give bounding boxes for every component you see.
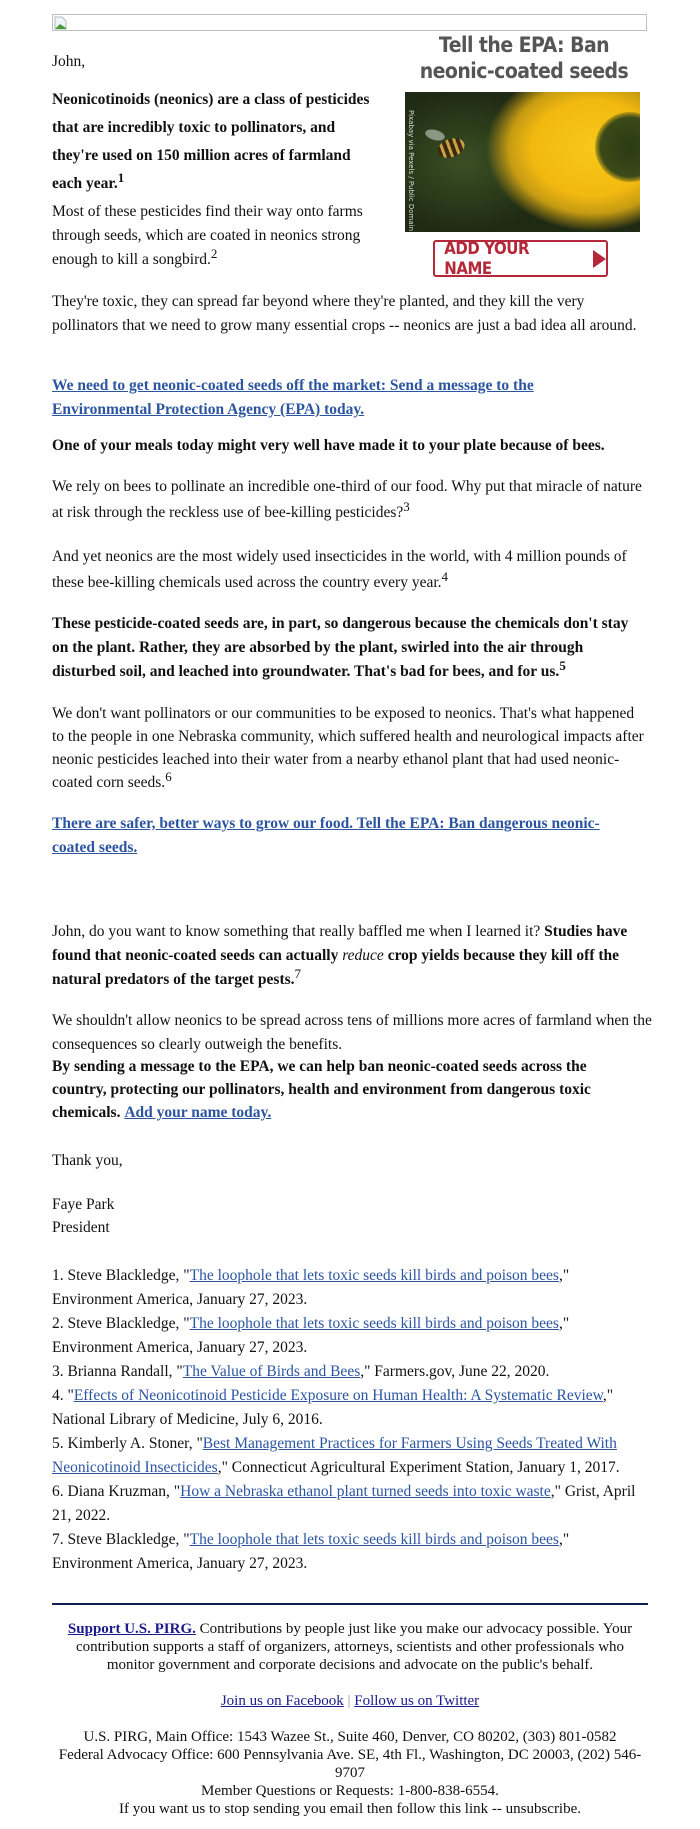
ref-prefix: 7. Steve Blackledge, " bbox=[52, 1531, 190, 1548]
ref-suffix: ," National Library of Medicine, July 6, 2016. bbox=[52, 1387, 614, 1428]
paragraph-baffled bbox=[52, 920, 652, 992]
promo-title-line2: neonic-coated seeds bbox=[419, 59, 629, 83]
footnote-7: 7 bbox=[294, 966, 302, 981]
ref-prefix: 1. Steve Blackledge, " bbox=[52, 1267, 190, 1284]
reference-item bbox=[52, 1432, 652, 1480]
paragraph-link2 bbox=[52, 812, 622, 860]
bee-wing bbox=[424, 128, 446, 143]
cta-label: ADD YOUR NAME bbox=[444, 238, 530, 279]
member-questions: Member Questions or Requests: 1-800-838-6554. bbox=[201, 1783, 499, 1799]
paragraph-seeds bbox=[52, 200, 382, 272]
unsubscribe-text[interactable]: If you want us to stop sending you email then follow this link -- unsubscribe. bbox=[118, 1801, 582, 1817]
support-uspirg-link[interactable]: Support U.S. PIRG. bbox=[67, 1621, 196, 1637]
paragraph-nebraska bbox=[52, 702, 648, 794]
seeds-text: Most of these pesticides find their way onto farms through seeds, which are coated in neonics strong enough to kill a songbird. bbox=[52, 203, 363, 268]
support-text: Contributions by people just like you make our advocacy possible. Your contribution supports a staff of organizers, attorneys, scientists and other professionals who monitor government and corporate decisions and advocate on the public's behalf. bbox=[75, 1621, 633, 1673]
send-message-epa-link[interactable]: We need to get neonic-coated seeds off the market: Send a message to the Environmental Protection Agency (EPA) today. bbox=[52, 377, 534, 418]
intro-paragraph bbox=[52, 86, 382, 198]
footer-social bbox=[52, 1692, 648, 1710]
ref-suffix: ," Connecticut Agricultural Experiment Station, January 1, 2017. bbox=[217, 1459, 620, 1476]
footnote-5: 5 bbox=[559, 658, 566, 673]
rely-text: We rely on bees to pollinate an incredible one-third of our food. Why put that miracle of nature at risk through the reckless use of bee-killing pesticides? bbox=[52, 478, 642, 521]
broken-image-icon bbox=[54, 16, 67, 30]
nebraska-text: We don't want pollinators or our communities to be exposed to neonics. That's what happened to the people in one Nebraska community, which suffered health and neurological impacts after neonic pesticides leached into their water from a nearby ethanol plant that had used neonic-coated corn seeds. bbox=[52, 705, 644, 791]
promo-title-line1: Tell the EPA: Ban bbox=[438, 33, 610, 57]
ref-prefix: 5. Kimberly A. Stoner, " bbox=[52, 1435, 203, 1452]
paragraph-dangerous bbox=[52, 612, 648, 684]
flower-center bbox=[595, 112, 640, 182]
reference-item bbox=[52, 1384, 652, 1432]
reference-item bbox=[52, 1312, 652, 1360]
ref-suffix: ," Grist, April 21, 2022. bbox=[52, 1483, 636, 1524]
reference-link[interactable]: Best Management Practices for Farmers Using Seeds Treated With Neonicotinoid Insecticides bbox=[52, 1435, 617, 1476]
ref-suffix: ," Environment America, January 27, 2023. bbox=[52, 1267, 570, 1308]
ref-prefix: 3. Brianna Randall, " bbox=[52, 1363, 183, 1380]
reference-link[interactable]: The loophole that lets toxic seeds kill birds and poison bees bbox=[189, 1267, 559, 1284]
reference-link[interactable]: The loophole that lets toxic seeds kill birds and poison bees bbox=[189, 1531, 559, 1548]
ref-prefix: 4. " bbox=[52, 1387, 74, 1404]
footer-divider bbox=[52, 1603, 648, 1605]
widely-used-text: And yet neonics are the most widely used insecticides in the world, with 4 million pounds of these bee-killing chemicals used across the country every year. bbox=[52, 548, 627, 591]
paragraph-link1 bbox=[52, 374, 612, 422]
signer-title: President bbox=[52, 1219, 110, 1236]
social-separator: | bbox=[347, 1693, 351, 1709]
cta-bold-text: By sending a message to the EPA, we can help ban neonic-coated seeds across the country, protecting our pollinators, health and environment from dangerous toxic chemicals. bbox=[52, 1058, 591, 1121]
signoff: Thank you, bbox=[52, 1152, 123, 1169]
studies-bold-a: Studies have found that neonic-coated seeds can actually bbox=[52, 923, 628, 964]
studies-bold-b: crop yields because they kill off the natural predators of the target pests. bbox=[52, 947, 620, 988]
ref-suffix: ," Environment America, January 27, 2023. bbox=[52, 1315, 570, 1356]
reference-link[interactable]: Effects of Neonicotinoid Pesticide Exposure on Human Health: A Systematic Review bbox=[73, 1387, 603, 1404]
footnote-1: 1 bbox=[117, 170, 125, 185]
add-your-name-button[interactable] bbox=[433, 240, 608, 277]
reference-link[interactable]: How a Nebraska ethanol plant turned seeds into toxic waste bbox=[180, 1483, 551, 1500]
reference-link[interactable]: The Value of Birds and Bees bbox=[182, 1363, 361, 1380]
ref-prefix: 6. Diana Kruzman, " bbox=[52, 1483, 181, 1500]
ban-dangerous-seeds-link[interactable]: There are safer, better ways to grow our food. Tell the EPA: Ban dangerous neonic-coated seeds. bbox=[52, 815, 600, 856]
footnote-4: 4 bbox=[441, 569, 449, 584]
ref-suffix: ," Environment America, January 27, 2023. bbox=[52, 1531, 570, 1572]
twitter-link[interactable]: Follow us on Twitter bbox=[354, 1693, 480, 1709]
ref-suffix: ," Farmers.gov, June 22, 2020. bbox=[360, 1363, 550, 1380]
paragraph-widely-used bbox=[52, 544, 648, 596]
add-your-name-today-link[interactable]: Add your name today. bbox=[124, 1104, 272, 1121]
intro-text: Neonicotinoids (neonics) are a class of pesticides that are incredibly toxic to pollinators, and they're used on 150 million acres of farmland each year. bbox=[52, 91, 370, 192]
reference-item bbox=[52, 1528, 652, 1576]
paragraph-call-to-action bbox=[52, 1055, 632, 1124]
footer-support bbox=[52, 1620, 648, 1674]
paragraph-rely-on-bees bbox=[52, 474, 642, 526]
photo-credit: Pixabay via Pexels / Public Domain bbox=[407, 110, 415, 232]
reference-item bbox=[52, 1360, 652, 1384]
signer-name: Faye Park bbox=[52, 1196, 115, 1213]
footnote-6: 6 bbox=[165, 769, 172, 784]
facebook-link[interactable]: Join us on Facebook bbox=[220, 1693, 344, 1709]
greeting: John, bbox=[52, 53, 86, 70]
play-arrow-icon bbox=[593, 250, 606, 268]
paragraph-toxic: They're toxic, they can spread far beyond where they're planted, and they kill the very pollinators that we need to grow many essential crops -- neonics are just a bad idea all around. bbox=[52, 293, 637, 334]
footnote-2: 2 bbox=[210, 246, 218, 261]
reference-item bbox=[52, 1264, 652, 1312]
bee-sunflower-photo[interactable] bbox=[405, 92, 640, 232]
header-image-broken bbox=[52, 14, 647, 31]
dangerous-text: These pesticide-coated seeds are, in part, so dangerous because the chemicals don't stay on the plant. Rather, they are absorbed by the plant, swirled into the air through disturbed soil, and leached into groundwater. That's bad for bees, and for us. bbox=[52, 615, 629, 680]
footer-addresses bbox=[52, 1728, 648, 1818]
promo-heading bbox=[404, 32, 644, 84]
ref-prefix: 2. Steve Blackledge, " bbox=[52, 1315, 190, 1332]
paragraph-shouldnt-allow: We shouldn't allow neonics to be spread across tens of millions more acres of farmland when the consequences so clearly outweigh the benefits. bbox=[52, 1012, 652, 1053]
reference-link[interactable]: The loophole that lets toxic seeds kill birds and poison bees bbox=[189, 1315, 559, 1332]
references-list bbox=[52, 1264, 652, 1576]
baffled-text: John, do you want to know something that really baffled me when I learned it? bbox=[52, 923, 541, 940]
meals-paragraph: One of your meals today might very well have made it to your plate because of bees. bbox=[52, 437, 605, 454]
reduce-italic: reduce bbox=[342, 947, 384, 964]
footnote-3: 3 bbox=[403, 499, 410, 514]
federal-office: Federal Advocacy Office: 600 Pennsylvania Ave. SE, 4th Fl., Washington, DC 20003, (202) 546-9707 bbox=[58, 1747, 642, 1781]
reference-item bbox=[52, 1480, 652, 1528]
main-office: U.S. PIRG, Main Office: 1543 Wazee St., Suite 460, Denver, CO 80202, (303) 801-0582 bbox=[83, 1729, 617, 1745]
